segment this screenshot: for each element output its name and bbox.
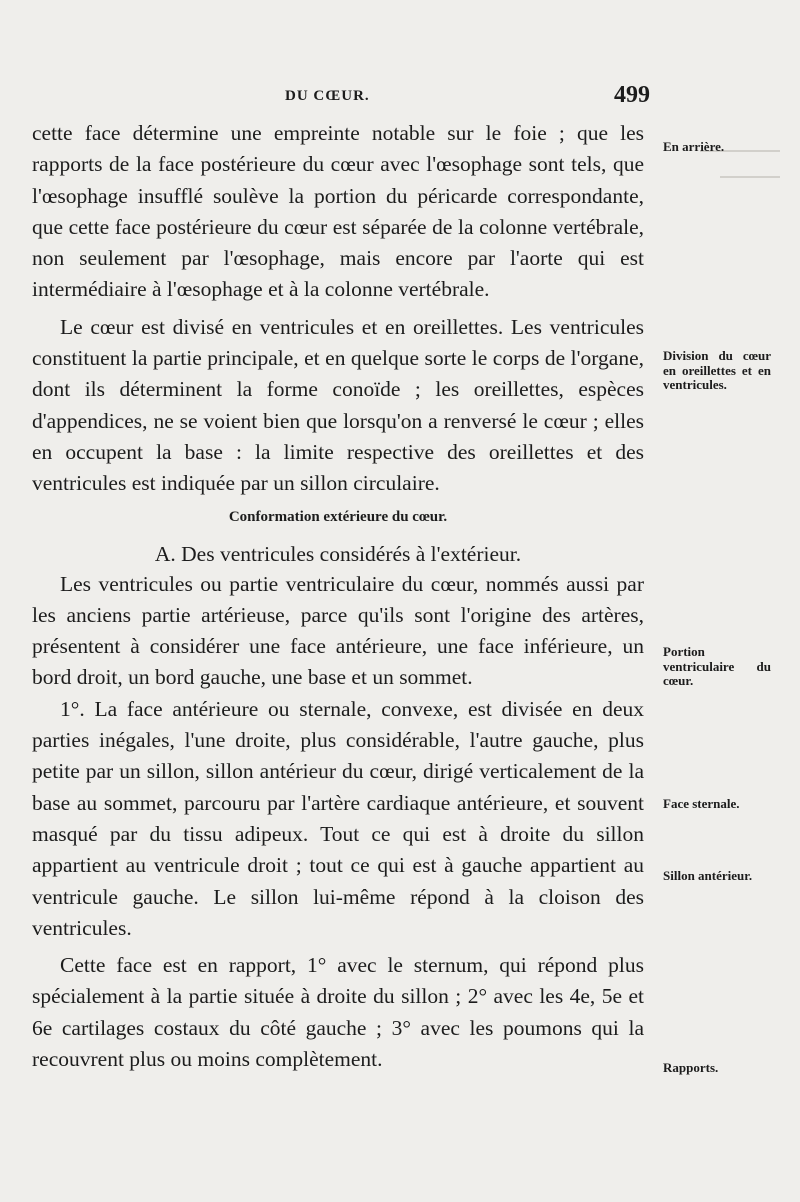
section-heading: A. Des ventricules considérés à l'extérieur. — [154, 541, 522, 566]
margin-note: Division du cœur en oreillettes et en ventricules. — [663, 348, 771, 392]
page-header — [30, 82, 650, 116]
subheading: Conformation extérieure du cœur. — [228, 508, 448, 525]
paragraph: cette face détermine une empreinte notable sur le foie ; que les rapports de la face postérieure du cœur avec l'œsophage sont tels, que l'œsophage insufflé soulève la portion du péricarde correspondante, que cette face postérieure du cœur est séparée de la colonne vertébrale, non seulement par l'œsophage, mais encore par l'aorte qui est intermédiaire à l'œsophage et à la colonne vertébrale. — [32, 121, 644, 302]
paragraph: 1°. La face antérieure ou sternale, convexe, est divisée en deux parties inégales, l'une droite, plus considérable, l'autre gauche, plus petite par un sillon, sillon antérieur du cœur, dirigé verticalement de la base au sommet, parcouru par l'artère cardiaque antérieure, et souvent masqué par du tissu adipeux. Tout ce qui est à droite du sillon appartient au ventricule droit ; tout ce qui est à gauche appartient au ventricule gauche. Le sillon lui-même répond à la cloison des ventricules. — [32, 696, 644, 940]
running-title: DU CŒUR. — [285, 88, 370, 104]
paragraph: Le cœur est divisé en ventricules et en oreillettes. Les ventricules constituent la partie principale, et en quelque sorte le corps de l'organe, dont ils déterminent la forme conoïde ; les oreillettes, espèces d'appendices, ne se voient bien que lorsqu'on a renversé le cœur ; elles en occupent la base : la limite respective des oreillettes et des ventricules est indiquée par un sillon circulaire. — [32, 314, 644, 496]
show-through-marks — [660, 150, 780, 192]
margin-note: Face sternale. — [663, 796, 740, 811]
margin-note: Portion ventriculaire du cœur. — [663, 644, 771, 688]
page-number: 499 — [614, 82, 650, 108]
main-text — [32, 118, 644, 1075]
margin-note: Sillon antérieur. — [663, 868, 753, 883]
paragraph: Les ventricules ou partie ventriculaire du cœur, nommés aussi par les anciens partie artérieuse, parce qu'ils sont l'origine des artères, présentent à considérer une face antérieure, une face inférieure, un bord droit, un bord gauche, une base et un sommet. — [32, 571, 644, 690]
paragraph: Cette face est en rapport, 1° avec le sternum, qui répond plus spécialement à la partie située à droite du sillon ; 2° avec les 4e, 5e et 6e cartilages costaux du côté gauche ; 3° avec les poumons qui la recouvrent plus ou moins complètement. — [32, 953, 644, 1072]
margin-note: Rapports. — [663, 1060, 719, 1075]
margin-note: En arrière. — [663, 139, 725, 154]
